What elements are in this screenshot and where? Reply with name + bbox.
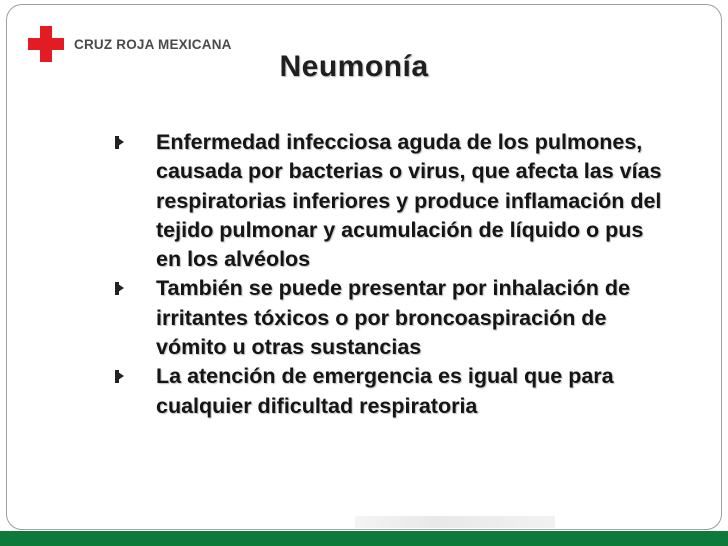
footer-band [0,531,728,546]
bullet-text: También se puede presentar por inhalación de irritantes tóxicos o por broncoaspiración de vómito u otras sustancias [156,276,630,360]
bullet-item [112,362,672,421]
slide-title: Neumonía [279,50,429,83]
bullet-list [112,128,672,421]
bullet-text: Enfermedad infecciosa aguda de los pulmones, causada por bacterias o virus, que afecta las vías respiratorias inferiores y produce inflamación del tejido pulmonar y acumulación de líquido o pus en los alvéolos [156,130,662,272]
bullet-text: La atención de emergencia es igual que para cualquier dificultad respiratoria [156,364,614,418]
organization-name: CRUZ ROJA MEXICANA [74,36,232,52]
bullet-item [112,128,672,274]
arrow-bullet-icon [115,136,126,149]
bullet-item [112,274,672,362]
footer-decoration [355,516,555,528]
slide-title-container [0,50,728,84]
arrow-bullet-icon [115,282,126,295]
arrow-bullet-icon [115,370,126,383]
